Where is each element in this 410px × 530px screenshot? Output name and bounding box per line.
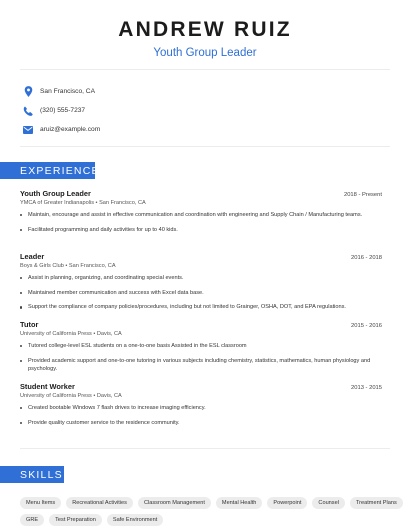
job-title: Youth Group Leader bbox=[20, 189, 91, 198]
job-bullet: Assist in planning, organizing, and coordinating special events. bbox=[20, 274, 382, 283]
experience-entry bbox=[20, 252, 382, 318]
job-title: Leader bbox=[20, 252, 45, 261]
skill-chip: Powerpoint bbox=[267, 497, 307, 509]
resume-header bbox=[0, 0, 410, 60]
job-bullet: Provide quality customer service to the residence community. bbox=[20, 419, 382, 428]
skills-row bbox=[20, 514, 400, 526]
candidate-title: Youth Group Leader bbox=[153, 47, 257, 59]
job-bullet: Support the compliance of company policies/procedures, including but not limited to Grainger, OSHA, DOT, and EPA regulations. bbox=[20, 303, 382, 312]
job-bullet: Tutored college-level ESL students on a one-to-one basis Assisted in the ESL classroom bbox=[20, 342, 382, 351]
contact-location bbox=[22, 82, 100, 101]
job-org: YMCA of Greater Indianapolis bbox=[20, 200, 94, 206]
job-org: Boys & Girls Club bbox=[20, 263, 64, 269]
skill-chip: Counsel bbox=[312, 497, 345, 509]
candidate-name: ANDREW RUIZ bbox=[118, 18, 292, 41]
skill-chip: Menu Items bbox=[20, 497, 61, 509]
skills-heading: SKILLS bbox=[0, 466, 64, 483]
job-dates: 2015 - 2016 bbox=[351, 323, 382, 329]
skill-chip: Recreational Activities bbox=[66, 497, 133, 509]
job-location: Davis, CA bbox=[96, 331, 122, 337]
job-organization: University of California Press • Davis, CA bbox=[20, 393, 122, 399]
skill-chip: GRE bbox=[20, 514, 44, 526]
job-organization: University of California Press • Davis, CA bbox=[20, 331, 122, 337]
job-bullet: Provided academic support and one-to-one tutoring in various subjects including chemistry, statistics, mathematics, human physiology and psychology. bbox=[20, 357, 382, 374]
job-location: San Francisco, CA bbox=[99, 200, 146, 206]
experience-entry bbox=[20, 189, 382, 240]
skill-chip: Safe Environment bbox=[107, 514, 163, 526]
experience-entry bbox=[20, 382, 382, 433]
job-location: San Francisco, CA bbox=[68, 263, 116, 269]
job-bullets bbox=[20, 211, 382, 234]
contact-phone-text: (320) 555-7237 bbox=[40, 107, 86, 114]
job-bullet: Maintained member communication and success with Excel data base. bbox=[20, 289, 382, 298]
contact-email bbox=[22, 120, 100, 139]
job-org: University of California Press bbox=[20, 393, 92, 399]
job-title: Student Worker bbox=[20, 382, 75, 391]
job-bullet: Maintain, encourage and assist in effective communication and coordination with engineering and Supply Chain / Manufacturing teams. bbox=[20, 211, 382, 220]
email-icon bbox=[22, 124, 34, 136]
skill-chip: Mental Health bbox=[216, 497, 263, 509]
job-dates: 2018 - Present bbox=[343, 192, 382, 198]
job-dates: 2016 - 2018 bbox=[351, 255, 382, 261]
job-organization: YMCA of Greater Indianapolis • San Francisco, CA bbox=[20, 200, 146, 206]
contact-divider bbox=[20, 146, 390, 147]
experience-divider bbox=[20, 448, 390, 449]
skills-row bbox=[20, 497, 400, 509]
contact-email-text: aruiz@example.com bbox=[40, 126, 101, 133]
phone-icon bbox=[22, 105, 34, 117]
job-organization: Boys & Girls Club • San Francisco, CA bbox=[20, 263, 116, 269]
job-bullet: Facilitated programming and daily activities for up to 40 kids. bbox=[20, 226, 382, 235]
skill-chip: Treatment Plans bbox=[350, 497, 403, 509]
job-org: University of California Press bbox=[20, 331, 92, 337]
experience-entry bbox=[20, 320, 382, 380]
location-pin-icon bbox=[22, 86, 34, 98]
skill-chip: Test Preparation bbox=[49, 514, 102, 526]
job-bullet: Created bootable Windows 7 flash drives to increase imaging efficiency. bbox=[20, 404, 382, 413]
skill-chip: Classroom Management bbox=[138, 497, 211, 509]
job-bullets bbox=[20, 342, 382, 374]
contact-phone bbox=[22, 101, 100, 120]
contact-location-text: San Francisco, CA bbox=[40, 88, 95, 95]
job-location: Davis, CA bbox=[96, 393, 122, 399]
experience-heading: EXPERIENCE bbox=[0, 162, 95, 179]
header-divider bbox=[20, 69, 390, 70]
job-bullets bbox=[20, 274, 382, 312]
skills-list bbox=[20, 497, 400, 530]
job-title: Tutor bbox=[20, 320, 39, 329]
job-dates: 2013 - 2015 bbox=[351, 385, 382, 391]
contact-list bbox=[22, 82, 100, 139]
job-bullets bbox=[20, 404, 382, 427]
